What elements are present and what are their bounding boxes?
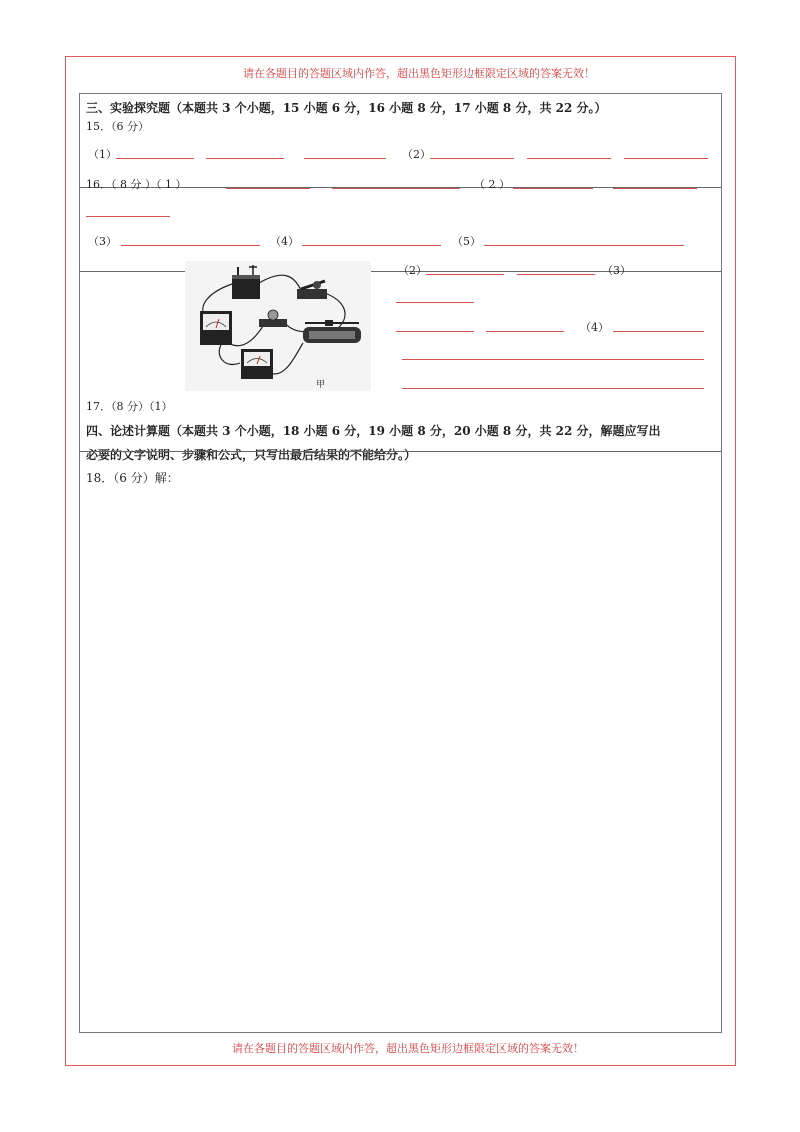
q16-blank[interactable] — [484, 245, 684, 246]
section4-title-line1: 四、论述计算题（本题共 3 个小题，18 小题 6 分，19 小题 8 分，20 小题 8 分，共 22 分，解题应写出 — [86, 424, 661, 438]
q16-blank[interactable] — [226, 188, 310, 189]
q16-blank[interactable] — [613, 188, 697, 189]
q16-blank[interactable] — [121, 245, 260, 246]
q16-part4-label: （4） — [270, 235, 299, 248]
circuit-diagram — [185, 261, 371, 391]
q17-blank[interactable] — [396, 302, 474, 303]
voltmeter-icon — [241, 349, 273, 379]
q16-blank[interactable] — [86, 216, 170, 217]
q17-part2-label: （2） — [398, 264, 427, 277]
q16-blank[interactable] — [513, 188, 593, 189]
section-divider — [79, 451, 721, 452]
q15-blank[interactable] — [116, 158, 194, 159]
warning-bottom: 请在各题目的答题区域内作答，超出黑色矩形边框限定区域的答案无效！ — [232, 1042, 584, 1055]
q15-blank[interactable] — [624, 158, 708, 159]
q17-blank[interactable] — [486, 331, 564, 332]
q17-blank[interactable] — [426, 274, 504, 275]
q15-blank[interactable] — [304, 158, 386, 159]
q15-blank[interactable] — [527, 158, 611, 159]
q16-part2-label: （ 2 ） — [474, 178, 510, 191]
q16-blank[interactable] — [332, 188, 460, 189]
q16-blank[interactable] — [302, 245, 441, 246]
section-divider — [79, 271, 185, 272]
q17-blank[interactable] — [613, 331, 704, 332]
q16-part5-label: （5） — [452, 235, 481, 248]
q17-label: 17．（8 分）（1） — [86, 400, 173, 413]
q15-label: 15．（6 分） — [86, 120, 149, 133]
q16-label: 16．（ 8 分 ）（ 1 ） — [86, 178, 187, 191]
q17-part3-label: （3） — [602, 264, 631, 277]
ammeter-icon — [200, 311, 232, 345]
section4-title-line2: 必要的文字说明、步骤和公式，只写出最后结果的不能给分。） — [86, 448, 417, 462]
q17-blank[interactable] — [517, 274, 595, 275]
q18-answer-area[interactable] — [84, 490, 714, 1025]
rheostat-icon — [303, 320, 361, 343]
q17-blank[interactable] — [402, 388, 704, 389]
q17-part4-label: （4） — [580, 321, 609, 334]
q16-part3-label: （3） — [88, 235, 117, 248]
q15-blank[interactable] — [430, 158, 514, 159]
q15-part1-label: （1） — [88, 148, 117, 161]
q15-part2-label: （2） — [402, 148, 431, 161]
q18-label: 18．（6 分）解： — [86, 471, 179, 485]
q17-blank[interactable] — [396, 331, 474, 332]
section3-title: 三、实验探究题（本题共 3 个小题，15 小题 6 分，16 小题 8 分，17 小题 8 分，共 22 分。） — [86, 101, 607, 115]
q15-blank[interactable] — [206, 158, 284, 159]
warning-top: 请在各题目的答题区域内作答，超出黑色矩形边框限定区域的答案无效！ — [243, 67, 595, 80]
figure-label: 甲 — [316, 380, 326, 390]
q17-blank[interactable] — [402, 359, 704, 360]
